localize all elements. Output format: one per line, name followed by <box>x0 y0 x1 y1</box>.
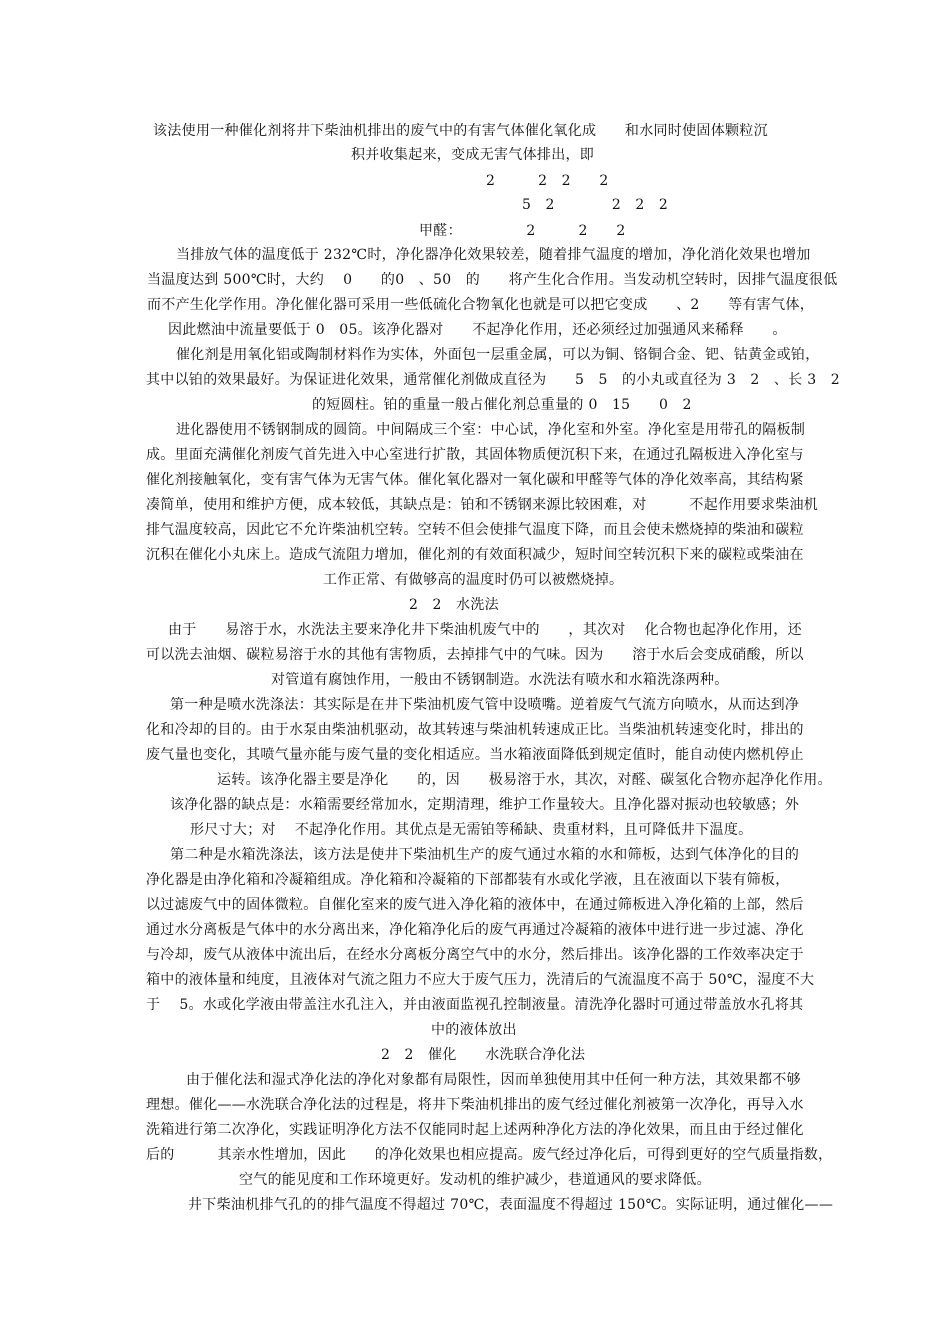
text-line: 废气量也变化，其喷气量亦能与废气量的变化相适应。当水箱液面降低到规定值时，能自动使内燃机停止 <box>146 747 804 763</box>
text-line: 进化器使用不锈钢制成的圆筒。中间隔成三个室：中心试，净化室和外室。净化室是用带孔的隔板制 <box>176 422 806 438</box>
text-line: 积并收集起来，变成无害气体排出，即 <box>351 147 595 163</box>
text-line: 箱中的液体量和纯度，且液体对气流之阻力不应大于废气压力，洗清后的气流温度不高于 50℃，湿度不大 <box>146 972 815 988</box>
text-line: 其中以铂的效果最好。为保证进化效果，通常催化剂做成直径为 5 5 的小丸或直径为 3 2 、长 3 2 <box>146 372 840 388</box>
text-line: 由于催化法和湿式净化法的净化对象都有局限性，因而单独使用其中任何一种方法，其效果都不够 <box>186 1072 801 1088</box>
text-line: 工作正常、有做够高的温度时仍可以被燃烧掉。 <box>323 572 624 588</box>
text-line: 以过滤废气中的固体微粒。自催化室来的废气进入净化箱的液体中，在通过筛板进入净化箱的上部，然后 <box>146 897 804 913</box>
text-line: 由于 易溶于水，水洗法主要来净化井下柴油机废气中的 ，其次对 化合物也起净化作用，还 <box>168 622 802 638</box>
text-line: 催化剂接触氧化，变有害气体为无害气体。催化氧化器对一氧化碳和甲醛等气体的净化效率高，其结构紧 <box>146 472 804 488</box>
text-line: 该法使用一种催化剂将井下柴油机排出的废气中的有害气体催化氧化成 和水同时使固体颗粒沉 <box>153 123 768 139</box>
section-heading: 2 2 水洗法 <box>409 597 499 613</box>
text-line: 第一种是喷水洗涤法：其实际是在井下柴油机废气管中设喷嘴。逆着废气气流方向喷水，从而达到净 <box>170 697 800 713</box>
text-line: 中的液体放出 <box>431 1022 517 1038</box>
text-line: 洗箱进行第二次净化，实践证明净化方法不仅能同时起上述两种净化方法的净化效果，而且由于经过催化 <box>146 1122 804 1138</box>
text-line: 该净化器的缺点是：水箱需要经常加水，定期清理，维护工作量较大。且净化器对振动也较敏感；外 <box>170 797 800 813</box>
text-line: 净化器是由净化箱和冷凝箱组成。净化箱和冷凝箱的下部都装有水或化学液，且在液面以下装有筛板， <box>146 872 790 888</box>
text-line: 化和冷却的目的。由于水泵由柴油机驱动，故其转速与柴油机转速成正比。当柴油机转速变化时，排出的 <box>146 722 804 738</box>
text-line: 排气温度较高，因此它不允许柴油机空转。空转不但会使排气温度下降，而且会使未燃烧掉的柴油和碳粒 <box>146 522 804 538</box>
text-line: 形尺寸大；对 不起净化作用。其优点是无需铂等稀缺、贵重材料，且可降低井下温度。 <box>190 822 753 838</box>
text-line: 甲醛： 2 2 2 <box>419 223 626 239</box>
text-line: 因此燃油中流量要低于 0 05。该净化器对 不起净化作用，还必须经过加强通风来稀释 。 <box>168 322 787 338</box>
text-line: 于 5。水或化学液由带盖注水孔注入，并由液面监视孔控制液量。清洗净化器时可通过带盖放水孔将其 <box>146 997 804 1013</box>
text-line: 与冷却，废气从液体中流出后，在经水分离板分离空气中的水分，然后排出。该净化器的工作效率决定于 <box>146 947 804 963</box>
text-line: 对管道有腐蚀作用，一般由不锈钢制造。水洗法有喷水和水箱洗涤两种。 <box>271 672 729 688</box>
text-line: 第二种是水箱洗涤法，该方法是使井下柴油机生产的废气通过水箱的水和筛板，达到气体净化的目的 <box>170 847 800 863</box>
text-line: 可以洗去油烟、碳粒易溶于水的其他有害物质，去掉排气中的气味。因为 溶于水后会变成硝酸，所以 <box>146 647 804 663</box>
text-line: 5 2 2 2 2 <box>522 197 669 213</box>
text-line: 沉积在催化小丸床上。造成气流阻力增加，催化剂的有效面积减少，短时间空转沉积下来的碳粒或柴油在 <box>146 547 804 563</box>
text-line: 通过水分离板是气体中的水分离出来，净化箱净化后的废气再通过冷凝箱的液体中进行进一步过滤、净化 <box>146 922 804 938</box>
text-line: 当温度达到 500℃时，大约 0 的0 、50 的 将产生化合作用。当发动机空转时，因排气温度很低 <box>147 272 838 288</box>
text-line: 运转。该净化器主要是净化 的，因 极易溶于水，其次，对醛、碳氢化合物亦起净化作用。 <box>217 772 832 788</box>
text-line: 空气的能见度和工作环境更好。发动机的维护减少，巷道通风的要求降低。 <box>239 1172 711 1188</box>
text-line: 当排放气体的温度低于 232℃时，净化器净化效果较差，随着排气温度的增加，净化消化效果也增加 <box>176 247 811 263</box>
text-line: 的短圆柱。铂的重量一般占催化剂总重量的 0 15 0 2 <box>312 397 692 413</box>
text-line: 理想。催化——水洗联合净化法的过程是，将井下柴油机排出的废气经过催化剂被第一次净化，再导入水 <box>146 1097 804 1113</box>
text-line: 凑简单，使用和维护方便，成本较低，其缺点是：铂和不锈钢来源比较困难，对 不起作用要求柴油机 <box>146 497 819 513</box>
text-line: 催化剂是用氧化铝或陶制材料作为实体，外面包一层重金属，可以为铜、铬铜合金、钯、钴黄金或铂， <box>176 347 820 363</box>
text-line: 井下柴油机排气孔的的排气温度不得超过 70℃，表面温度不得超过 150℃。实际证明，通过催化—— <box>188 1197 834 1213</box>
section-heading: 2 2 催化 水洗联合净化法 <box>381 1047 586 1063</box>
text-line: 成。里面充满催化剂废气首先进入中心室进行扩散，其固体物质便沉积下来，在通过孔隔板进入净化室与 <box>146 447 804 463</box>
text-line: 后的 其亲水性增加，因此 的净化效果也相应提高。废气经过净化后，可得到更好的空气质量指数， <box>146 1147 833 1163</box>
text-line: 而不产生化学作用。净化催化器可采用一些低硫化合物氧化也就是可以把它变成 、2 等有害气体， <box>147 297 815 313</box>
text-line: 2 2 2 2 <box>486 173 609 189</box>
